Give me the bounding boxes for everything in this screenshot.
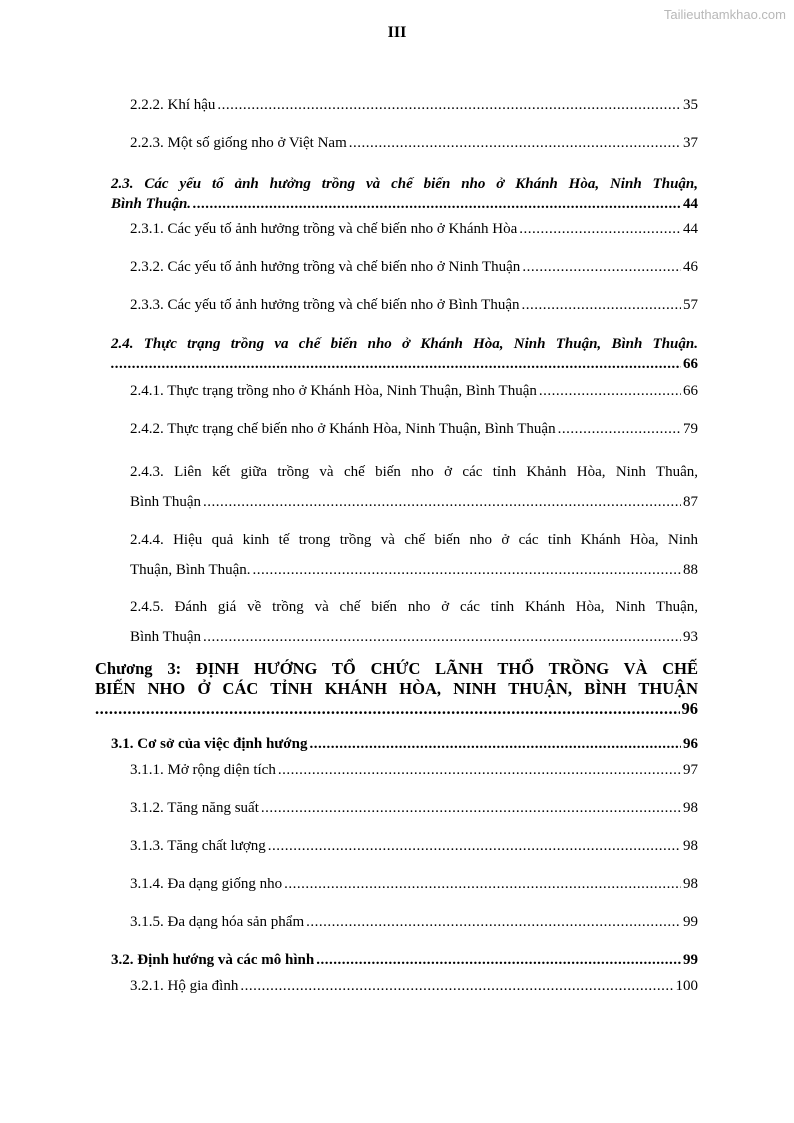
toc-title: 3.1.1. Mở rộng diện tích bbox=[130, 762, 276, 778]
toc-entry-2-4-1[interactable] bbox=[130, 381, 698, 401]
toc-title: 2.4.1. Thực trạng trồng nho ở Khánh Hòa, Ninh Thuận, Bình Thuận bbox=[130, 383, 537, 399]
toc-title-line1: 2.4. Thực trạng trồng va chế biến nho ở Khánh Hòa, Ninh Thuận, Bình Thuận. bbox=[111, 336, 698, 352]
toc-entry-chapter-3[interactable] bbox=[95, 659, 698, 719]
dot-leader bbox=[349, 133, 681, 153]
toc-entry-3-1[interactable] bbox=[111, 734, 698, 754]
toc-title-line1: 2.3. Các yếu tố ảnh hưởng trồng và chế biến nho ở Khánh Hòa, Ninh Thuận, bbox=[111, 176, 698, 192]
toc-page: 35 bbox=[683, 97, 698, 113]
toc-entry-3-1-3[interactable] bbox=[130, 836, 698, 856]
dot-leader bbox=[306, 912, 681, 932]
dot-leader bbox=[95, 699, 680, 719]
toc-title-line2: BIẾN NHO Ở CÁC TỈNH KHÁNH HÒA, NINH THUẬN, BÌNH THUẬN bbox=[95, 679, 698, 698]
toc-entry-2-4-3[interactable] bbox=[130, 457, 698, 517]
toc-entry-3-1-4[interactable] bbox=[130, 874, 698, 894]
toc-title: 2.2.2. Khí hậu bbox=[130, 97, 216, 113]
toc-entry-2-4-4[interactable] bbox=[130, 525, 698, 585]
toc-title: 3.1.4. Đa dạng giống nho bbox=[130, 876, 283, 892]
dot-leader bbox=[278, 760, 681, 780]
toc-entry-2-3-3[interactable] bbox=[130, 295, 698, 315]
toc-title-line2: Bình Thuận bbox=[130, 629, 201, 645]
toc-title: 2.3.1. Các yếu tố ảnh hưởng trồng và chế biến nho ở Khánh Hòa bbox=[130, 221, 518, 237]
toc-title: 3.2. Định hướng và các mô hình bbox=[111, 952, 315, 968]
toc-title: 3.1. Cơ sở của việc định hướng bbox=[111, 736, 308, 752]
toc-page: 98 bbox=[683, 876, 698, 892]
dot-leader bbox=[217, 95, 681, 115]
watermark: Tailieuthamkhao.com bbox=[663, 7, 786, 22]
toc-entry-3-1-2[interactable] bbox=[130, 798, 698, 818]
toc-entry-2-4[interactable] bbox=[111, 334, 698, 374]
toc-title-line1: 2.4.3. Liên kết giữa trồng và chế biến nho ở các tỉnh Khảnh Hòa, Ninh Thuân, bbox=[130, 464, 698, 480]
dot-leader bbox=[253, 555, 681, 585]
dot-leader bbox=[261, 798, 681, 818]
dot-leader bbox=[268, 836, 681, 856]
toc-entry-2-2-2[interactable] bbox=[130, 95, 698, 115]
toc-title-line1: 2.4.5. Đánh giá về trồng và chế biến nho ở các tỉnh Khánh Hòa, Ninh Thuận, bbox=[130, 599, 698, 615]
toc-entry-3-2-1[interactable] bbox=[130, 976, 698, 996]
toc-page: 96 bbox=[681, 699, 698, 718]
toc-page: 99 bbox=[683, 952, 698, 968]
page-number: III bbox=[387, 24, 407, 41]
toc-entry-3-2[interactable] bbox=[111, 950, 698, 970]
toc-title-line2: Bình Thuận. bbox=[111, 196, 192, 212]
toc-entry-3-1-5[interactable] bbox=[130, 912, 698, 932]
toc-page: 44 bbox=[683, 221, 698, 237]
toc-title: 3.1.2. Tăng năng suất bbox=[130, 800, 259, 816]
dot-leader bbox=[316, 950, 681, 970]
toc-page: 44 bbox=[683, 196, 698, 212]
toc-page: 99 bbox=[683, 914, 698, 930]
toc-title: 2.4.2. Thực trạng chế biến nho ở Khánh Hòa, Ninh Thuận, Bình Thuận bbox=[130, 421, 556, 437]
dot-leader bbox=[111, 354, 681, 374]
toc-entry-2-4-5[interactable] bbox=[130, 592, 698, 652]
dot-leader bbox=[203, 622, 681, 652]
toc-page: 97 bbox=[683, 762, 698, 778]
toc-title-line1: Chương 3: ĐỊNH HƯỚNG TỔ CHỨC LÃNH THỔ TRỒNG VÀ CHẾ bbox=[95, 659, 698, 678]
toc-page: 46 bbox=[683, 259, 698, 275]
dot-leader bbox=[522, 257, 681, 277]
dot-leader bbox=[203, 487, 681, 517]
toc-entry-2-3-1[interactable] bbox=[130, 219, 698, 239]
toc-page: 98 bbox=[683, 800, 698, 816]
toc-entry-3-1-1[interactable] bbox=[130, 760, 698, 780]
toc-page: 88 bbox=[683, 562, 698, 578]
dot-leader bbox=[309, 734, 681, 754]
toc-page: 98 bbox=[683, 838, 698, 854]
toc-title: 3.1.3. Tăng chất lượng bbox=[130, 838, 266, 854]
dot-leader bbox=[240, 976, 673, 996]
toc-title: 2.3.3. Các yếu tố ảnh hưởng trồng và chế biến nho ở Bình Thuận bbox=[130, 297, 520, 313]
toc-page: 37 bbox=[683, 135, 698, 151]
toc-page: 66 bbox=[683, 383, 698, 399]
toc-page: 100 bbox=[675, 978, 698, 994]
dot-leader bbox=[539, 381, 681, 401]
toc-title: 3.1.5. Đa dạng hóa sản phẩm bbox=[130, 914, 305, 930]
toc-title-line1: 2.4.4. Hiệu quả kinh tế trong trồng và chế biến nho ở các tỉnh Khánh Hòa, Ninh bbox=[130, 532, 698, 548]
dot-leader bbox=[284, 874, 681, 894]
dot-leader bbox=[558, 419, 681, 439]
toc-title-line2: Bình Thuận bbox=[130, 494, 201, 510]
toc-page: 87 bbox=[683, 494, 698, 510]
toc-page: 66 bbox=[683, 356, 698, 372]
toc-entry-2-2-3[interactable] bbox=[130, 133, 698, 153]
toc-page: 96 bbox=[683, 736, 698, 752]
toc-page: 79 bbox=[683, 421, 698, 437]
toc-title: 2.3.2. Các yếu tố ảnh hưởng trồng và chế biến nho ở Ninh Thuận bbox=[130, 259, 521, 275]
toc-entry-2-4-2[interactable] bbox=[130, 419, 698, 439]
toc-entry-2-3-2[interactable] bbox=[130, 257, 698, 277]
toc-page: 93 bbox=[683, 629, 698, 645]
toc-title: 2.2.3. Một số giống nho ở Việt Nam bbox=[130, 135, 347, 151]
toc-page: 57 bbox=[683, 297, 698, 313]
dot-leader bbox=[193, 194, 681, 214]
dot-leader bbox=[521, 295, 681, 315]
dot-leader bbox=[519, 219, 681, 239]
toc-title: 3.2.1. Hộ gia đình bbox=[130, 978, 239, 994]
toc-entry-2-3[interactable] bbox=[111, 174, 698, 214]
toc-title-line2: Thuận, Bình Thuận. bbox=[130, 562, 251, 578]
